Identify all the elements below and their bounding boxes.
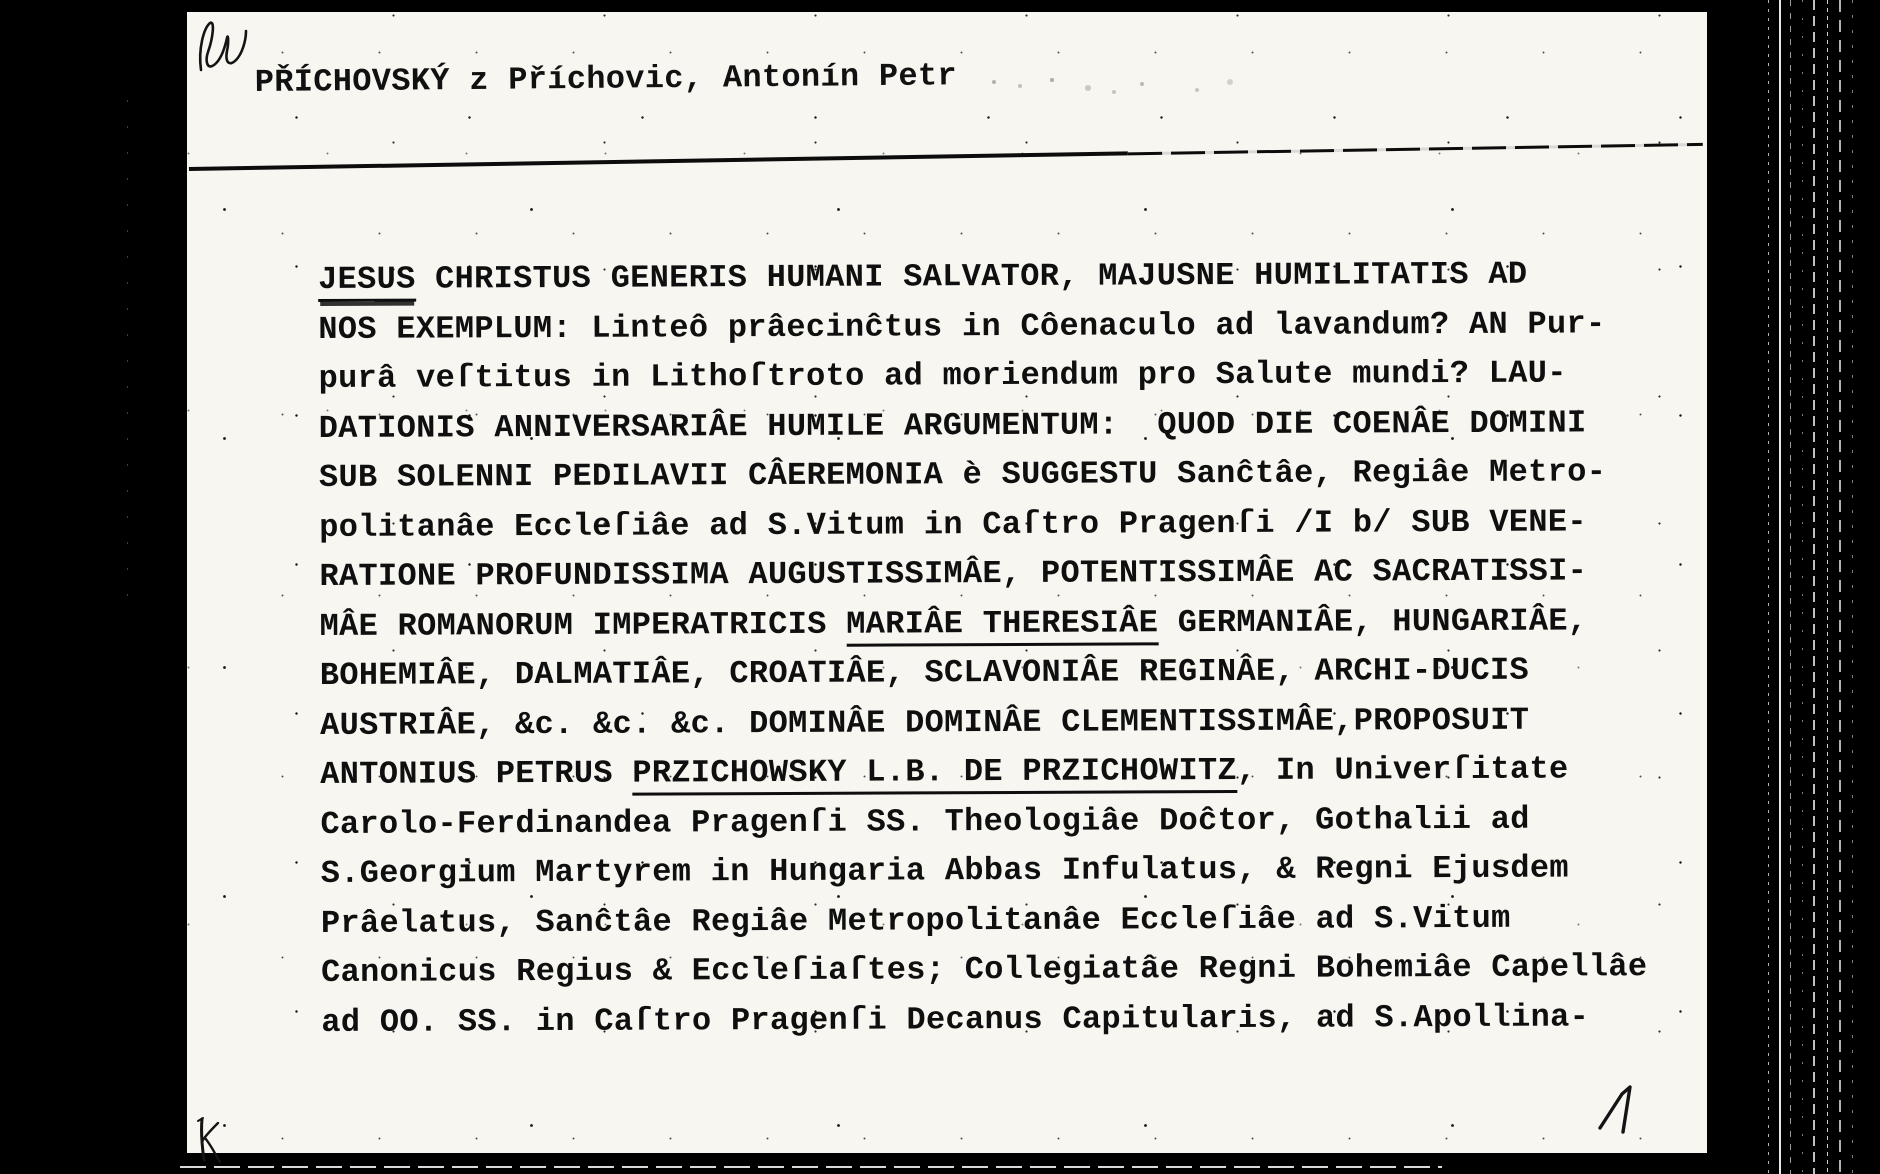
body-text-segment: MÂE ROMANORUM IMPERATRICIS [319, 605, 847, 645]
body-text-segment: Prâelatus, Sanĉtâe Regiâe Metropolitanâe Eccleſiâe ad S.Vitum [320, 899, 1511, 942]
body-text-segment: Canonicus Regius & Eccleſiaſtes; Collegiatâe Regni Bohemiâe Capellâe [321, 948, 1648, 991]
body-line [320, 695, 1646, 750]
handwritten-page-number [1596, 1082, 1640, 1138]
body-line [319, 497, 1645, 552]
film-scratch [1852, 0, 1853, 1174]
body-text-segment: BOHEMIÂE, DALMATIÂE, CROATIÂE, SCLAVONIÂE REGINÂE, ARCHI-DUCIS [319, 651, 1530, 694]
body-text-segment: DATIONIS ANNIVERSARIÂE HUMILE ARGUMENTUM: QUOD DIE COENÂE DOMINI [318, 403, 1587, 447]
body-text-segment: purâ veſtitus in Lithoſtroto ad moriendum pro Salute mundi? LAU- [318, 354, 1567, 397]
underlined-phrase: JESUS [318, 261, 416, 302]
body-text-segment: ad OO. SS. in Caſtro Pragenſi Decanus Capitularis, ad S.Apollina- [321, 997, 1590, 1041]
body-line [320, 596, 1646, 651]
body-line [318, 348, 1644, 403]
body-line [318, 299, 1644, 354]
underlined-phrase: PRZICHOWSKY L.B. DE PRZICHOWITZ [632, 752, 1237, 796]
body-text-segment: CHRISTUS GENERIS HUMANI SALVATOR, MAJUSNE HUMILITATIS AD [415, 255, 1528, 298]
body-line [321, 992, 1647, 1047]
body-text-segment: RATIONE PROFUNDISSIMA AUGUSTISSIMÂE, POTENTISSIMÂE AC SACRATISSI- [319, 552, 1588, 595]
film-scratch-horizontal [180, 1166, 1442, 1168]
body-text-segment: AUSTRIÂE, &c. &c. &c. DOMINÂE DOMINÂE CLEMENTISSIMÂE,PROPOSUIT [319, 701, 1530, 744]
body-text-segment: politanâe Eccleſiâe ad S.Vitum in Caſtro Pragenſi /I b/ SUB VENE- [319, 502, 1587, 546]
film-scratch [1827, 0, 1828, 1174]
catalog-heading: PŘÍCHOVSKÝ z Příchovic, Antonín Petr [254, 57, 958, 102]
scan-smudge [992, 80, 996, 84]
body-text-segment: S.Georgium Martyrem in Hungaria Abbas Infulatus, & Regni Ejusdem [320, 849, 1569, 892]
film-scratch [1790, 0, 1791, 1174]
body-line [319, 546, 1645, 601]
body-line [319, 447, 1645, 502]
typewritten-body [318, 249, 1648, 1047]
body-line [320, 645, 1646, 700]
body-line [320, 744, 1646, 799]
film-scratch [1802, 0, 1803, 1174]
film-scratch [1768, 0, 1769, 1174]
underlined-phrase: MARIÂE THERESIÂE [846, 604, 1158, 646]
body-line [321, 843, 1647, 898]
film-scratch [1779, 0, 1781, 1174]
film-scratch [1813, 0, 1815, 1174]
body-text-segment: ANTONIUS PETRUS [320, 754, 633, 793]
film-scratch [127, 100, 128, 620]
body-line [320, 794, 1646, 849]
body-text-segment: GERMANIÂE, HUNGARIÂE, [1158, 601, 1588, 641]
body-line [321, 942, 1647, 997]
film-scratch [1839, 0, 1841, 1174]
body-line [319, 398, 1645, 453]
handwritten-w-mark [193, 16, 251, 84]
body-text-segment: SUB SOLENNI PEDILAVII CÂEREMONIA è SUGGESTU Sanĉtâe, Regiâe Metro- [318, 453, 1607, 496]
body-text-segment: NOS EXEMPLUM: Linteô prâecinĉtus in Côenaculo ad lavandum? AN Pur- [318, 304, 1606, 348]
handwritten-k-mark [196, 1116, 226, 1166]
body-line [318, 249, 1644, 304]
body-text-segment: , In Univerſitate [1236, 750, 1569, 789]
body-line [321, 893, 1647, 948]
body-text-segment: Carolo-Ferdinandea Pragenſi SS. Theologiâe Doĉtor, Gothalii ad [320, 800, 1530, 843]
